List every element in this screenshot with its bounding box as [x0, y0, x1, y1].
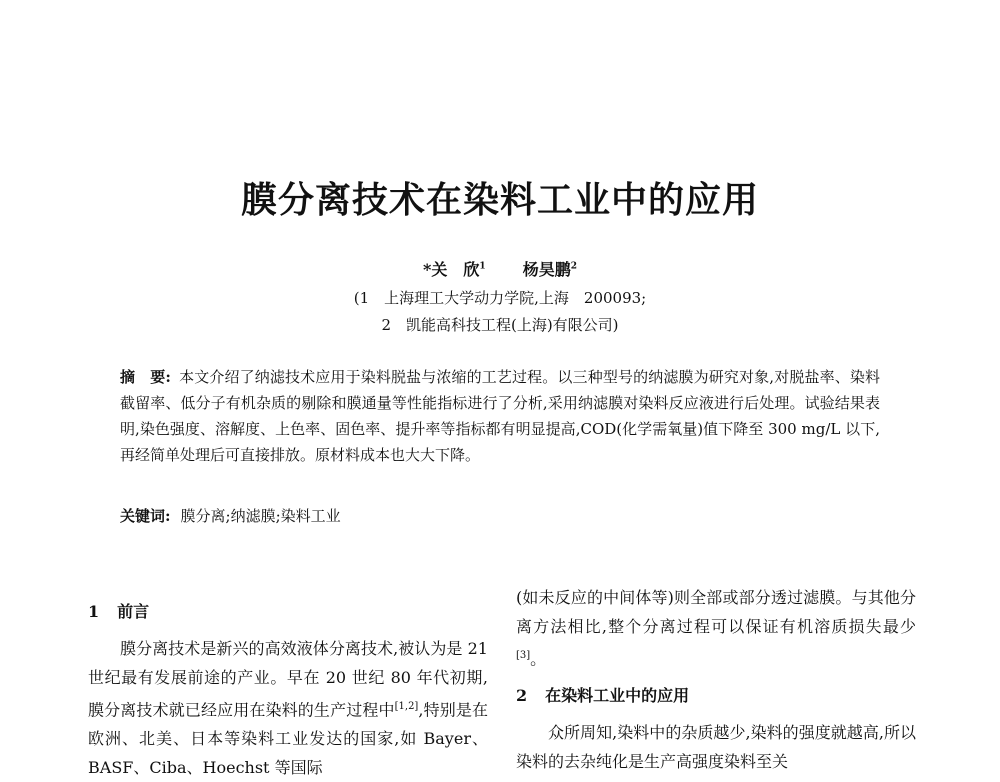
author-affil-mark: 2: [570, 261, 578, 272]
right-column: [516, 583, 916, 776]
section-number: 2: [516, 686, 528, 706]
paragraph-text: 膜分离技术是新兴的高效液体分离技术,被认为是 21 世纪最有发展前途的产业。早在 20 世纪 80 年代初期,膜分离技术就已经应用在染料的生产过程中: [88, 639, 488, 720]
affiliation: (1 上海理工大学动力学院,上海 200093;: [353, 289, 647, 307]
paragraph-text: ,特别是在欧洲、北美、日本等染料工业发达的国家,如 Bayer、BASF、Ciba、Hoechst 等国际: [88, 700, 488, 778]
citation: [3]: [516, 650, 531, 661]
abstract: [120, 364, 880, 468]
paragraph-text: 。: [530, 649, 547, 669]
keywords: [120, 503, 880, 529]
citation: [1,2]: [394, 701, 419, 712]
left-column: [88, 597, 488, 782]
body-paragraph: 众所周知,染料中的杂质越少,染料的强度就越高,所以染料的去杂纯化是生产高强度染料至关: [516, 723, 916, 772]
section-title: 前言: [117, 602, 150, 621]
section-number: 1: [88, 602, 100, 621]
section-heading: [516, 681, 916, 710]
abstract-label: 摘 要:: [120, 368, 171, 386]
author-line: [0, 257, 1000, 280]
paper-title: 膜分离技术在染料工业中的应用: [240, 179, 759, 221]
author-name: 杨昊鹏: [522, 260, 571, 279]
keywords-label: 关键词:: [120, 507, 171, 525]
author-name: *关 欣: [422, 260, 480, 279]
section-title: 在染料工业中的应用: [545, 686, 690, 706]
paragraph-text: (如未反应的中间体等)则全部或部分透过滤膜。与其他分离方法相比,整个分离过程可以保证有机溶质损失最少: [516, 588, 916, 636]
author-affil-mark: 1: [479, 261, 486, 272]
body-paragraph: [516, 583, 916, 673]
section-heading: [88, 597, 488, 626]
keywords-text: 膜分离;纳滤膜;染料工业: [180, 507, 341, 525]
affiliation: 2 凯能高科技工程(上海)有限公司): [381, 316, 619, 334]
abstract-text: 本文介绍了纳滤技术应用于染料脱盐与浓缩的工艺过程。以三种型号的纳滤膜为研究对象,对脱盐率、染料截留率、低分子有机杂质的剔除和膜通量等性能指标进行了分析,采用纳滤膜对染料反应液进行后处理。试验结果表明,染色强度、溶解度、上色率、固色率、提升率等指标都有明显提高,COD(化学需氧量)值下降至 300 mg/L 以下,再经简单处理后可直接排放。原材料成本也大大下降。: [120, 368, 880, 464]
